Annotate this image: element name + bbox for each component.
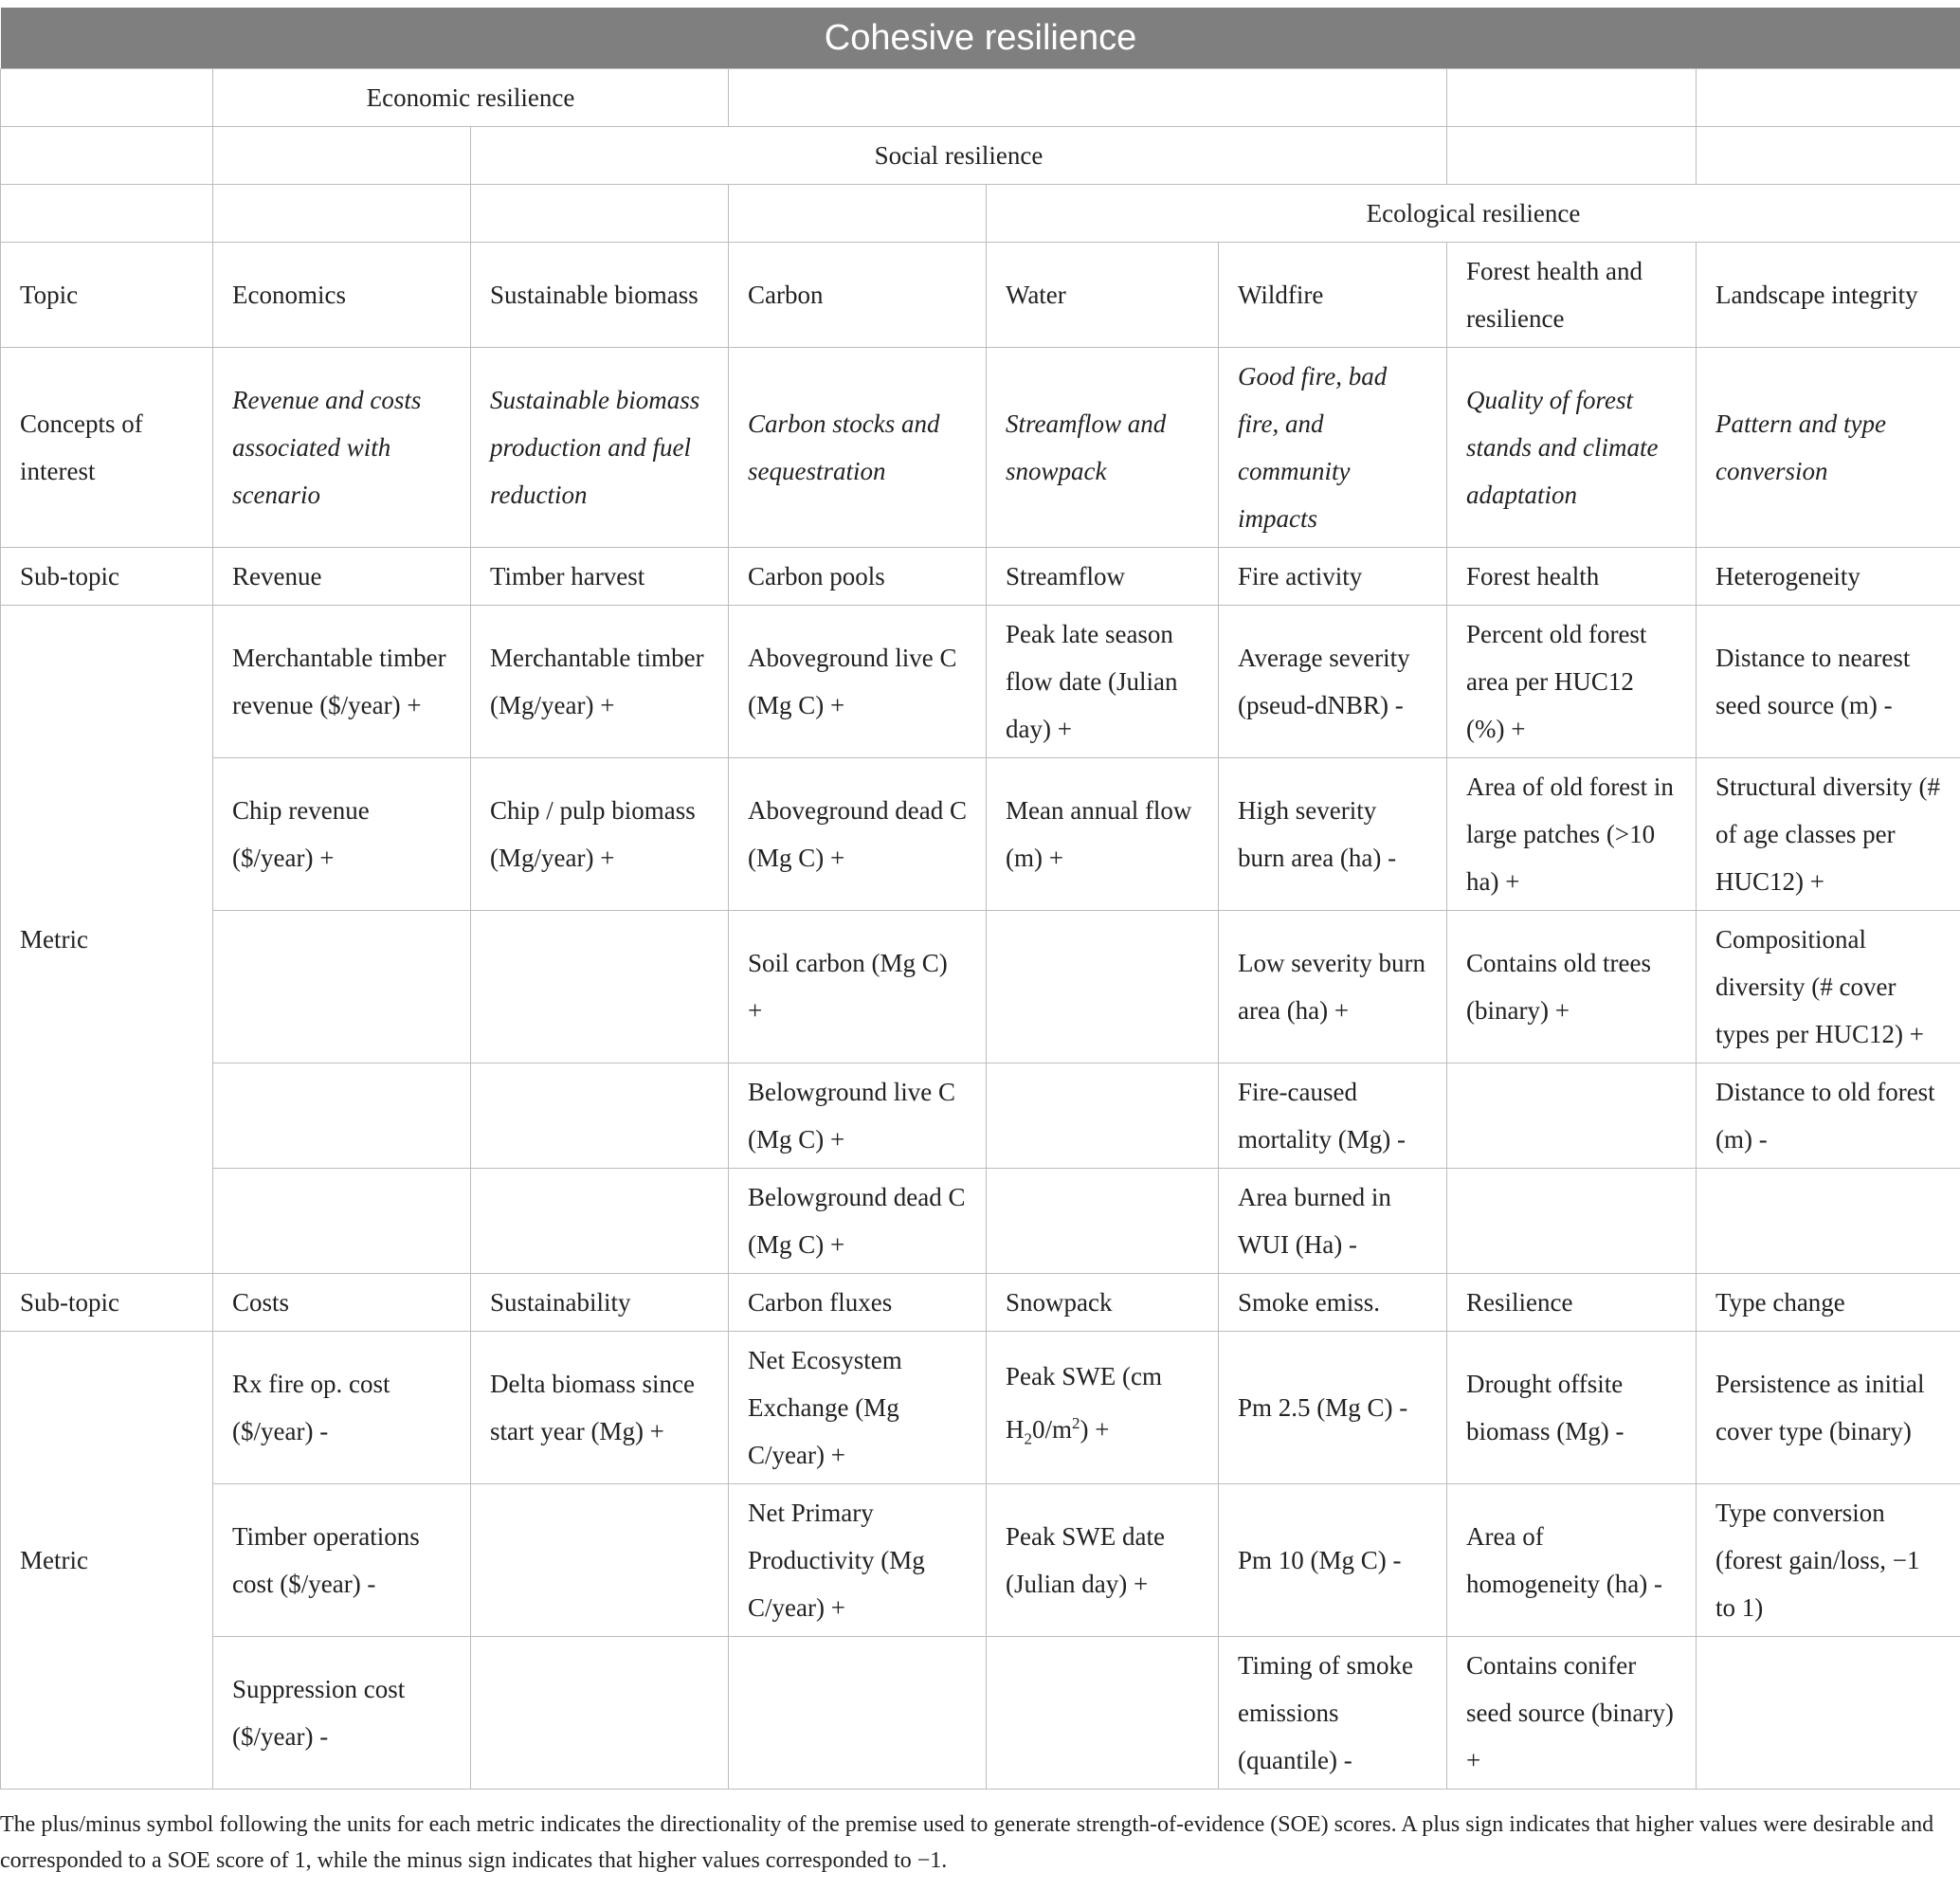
empty-cell — [213, 127, 471, 185]
metric-cell: Chip / pulp biomass (Mg/year) + — [471, 758, 729, 911]
metric-cell: Peak late season flow date (Julian day) + — [987, 606, 1219, 758]
metric-cell — [729, 1637, 987, 1790]
subtopic-cell: Smoke emiss. — [1219, 1274, 1447, 1332]
empty-cell — [1, 185, 213, 243]
empty-cell — [1, 127, 213, 185]
subtopic-cell: Fire activity — [1219, 548, 1447, 606]
concept-cell: Quality of forest stands and climate adaptation — [1447, 348, 1697, 548]
metric-cell: Area burned in WUI (Ha) - — [1219, 1169, 1447, 1274]
concept-cell: Streamflow and snowpack — [987, 348, 1219, 548]
metric-cell — [987, 1637, 1219, 1790]
subtopic-cell: Carbon fluxes — [729, 1274, 987, 1332]
metric-cell — [1447, 1063, 1697, 1169]
metric-cell: Net Ecosystem Exchange (Mg C/year) + — [729, 1332, 987, 1484]
swe-text-post: ) + — [1080, 1414, 1110, 1444]
metric-cell: Suppression cost ($/year) - — [213, 1637, 471, 1790]
subtopic-cell: Forest health — [1447, 548, 1697, 606]
economic-resilience-label: Economic resilience — [213, 69, 729, 127]
empty-cell — [1447, 127, 1697, 185]
subtopic-label: Sub-topic — [1, 1274, 213, 1332]
table-title: Cohesive resilience — [1, 8, 1960, 69]
metric-cell: Belowground live C (Mg C) + — [729, 1063, 987, 1169]
subtopic-cell: Sustainability — [471, 1274, 729, 1332]
topic-cell: Water — [987, 243, 1219, 348]
metric-cell — [471, 1063, 729, 1169]
concepts-row — [1, 348, 1960, 548]
metric-cell: Timber operations cost ($/year) - — [213, 1484, 471, 1637]
empty-cell — [729, 185, 987, 243]
metric-cell — [471, 1484, 729, 1637]
metric-cell: Merchantable timber (Mg/year) + — [471, 606, 729, 758]
metric-cell: Contains old trees (binary) + — [1447, 911, 1697, 1063]
empty-cell — [213, 185, 471, 243]
concept-cell: Good fire, bad fire, and community impacts — [1219, 348, 1447, 548]
ecological-resilience-label: Ecological resilience — [987, 185, 1960, 243]
subtopic-cell: Snowpack — [987, 1274, 1219, 1332]
subtopic-cell: Carbon pools — [729, 548, 987, 606]
swe-text-pre: Peak SWE (cm H — [1006, 1361, 1162, 1444]
metric-cell-swe — [987, 1332, 1219, 1484]
metric-cell: Chip revenue ($/year) + — [213, 758, 471, 911]
metric-cell: Area of homogeneity (ha) - — [1447, 1484, 1697, 1637]
metric-cell: Structural diversity (# of age classes per HUC12) + — [1697, 758, 1960, 911]
metric-cell: Contains conifer seed source (binary) + — [1447, 1637, 1697, 1790]
metric-cell: Merchantable timber revenue ($/year) + — [213, 606, 471, 758]
metric-cell: Aboveground live C (Mg C) + — [729, 606, 987, 758]
metric-cell: Soil carbon (Mg C) + — [729, 911, 987, 1063]
metric-row — [1, 1169, 1960, 1274]
concepts-label: Concepts of interest — [1, 348, 213, 548]
metric-cell — [1697, 1637, 1960, 1790]
metric-cell: Delta biomass since start year (Mg) + — [471, 1332, 729, 1484]
concept-cell: Pattern and type conversion — [1697, 348, 1960, 548]
group-row-economic — [1, 69, 1960, 127]
subtopic-cell: Costs — [213, 1274, 471, 1332]
empty-cell — [729, 69, 1447, 127]
swe-subscript: 2 — [1024, 1429, 1032, 1448]
subtopic-cell: Heterogeneity — [1697, 548, 1960, 606]
metric-cell: Timing of smoke emissions (quantile) - — [1219, 1637, 1447, 1790]
metric-row — [1, 1484, 1960, 1637]
metric-cell — [471, 1637, 729, 1790]
metric-cell: Compositional diversity (# cover types per HUC12) + — [1697, 911, 1960, 1063]
metric-cell: Pm 2.5 (Mg C) - — [1219, 1332, 1447, 1484]
metric-cell: Drought offsite biomass (Mg) - — [1447, 1332, 1697, 1484]
metric-label: Metric — [1, 606, 213, 1274]
metric-cell: High severity burn area (ha) - — [1219, 758, 1447, 911]
metric-cell: Net Primary Productivity (Mg C/year) + — [729, 1484, 987, 1637]
metric-row — [1, 911, 1960, 1063]
metric-cell: Distance to old forest (m) - — [1697, 1063, 1960, 1169]
metric-cell — [213, 1063, 471, 1169]
empty-cell — [1697, 69, 1960, 127]
table-footnote: The plus/minus symbol following the units for each metric indicates the directionality of the premise used to generate strength-of-evidence (SOE) scores. A plus sign indicates that higher values were desirable and corresponded to a SOE score of 1, while the minus sign indicates that higher values corresponded to −1. — [0, 1812, 1934, 1873]
empty-cell — [1697, 127, 1960, 185]
swe-superscript: 2 — [1072, 1413, 1080, 1432]
metric-cell: Rx fire op. cost ($/year) - — [213, 1332, 471, 1484]
metric-cell: Low severity burn area (ha) + — [1219, 911, 1447, 1063]
metric-cell — [471, 911, 729, 1063]
metric-cell — [987, 911, 1219, 1063]
empty-cell — [471, 185, 729, 243]
social-resilience-label: Social resilience — [471, 127, 1447, 185]
group-row-ecological — [1, 185, 1960, 243]
topic-cell: Landscape integrity — [1697, 243, 1960, 348]
metric-label: Metric — [1, 1332, 213, 1790]
metric-cell: Peak SWE date (Julian day) + — [987, 1484, 1219, 1637]
group-row-social — [1, 127, 1960, 185]
metric-row — [1, 1063, 1960, 1169]
metric-cell: Type conversion (forest gain/loss, −1 to 1) — [1697, 1484, 1960, 1637]
metric-cell: Mean annual flow (m) + — [987, 758, 1219, 911]
topic-cell: Sustainable biomass — [471, 243, 729, 348]
topic-cell: Economics — [213, 243, 471, 348]
metric-cell — [213, 911, 471, 1063]
topic-cell: Carbon — [729, 243, 987, 348]
metric-row — [1, 758, 1960, 911]
metric-cell — [213, 1169, 471, 1274]
subtopic-row — [1, 548, 1960, 606]
subtopic-cell: Timber harvest — [471, 548, 729, 606]
metric-row — [1, 606, 1960, 758]
subtopic-row — [1, 1274, 1960, 1332]
metric-cell: Percent old forest area per HUC12 (%) + — [1447, 606, 1697, 758]
metric-cell: Aboveground dead C (Mg C) + — [729, 758, 987, 911]
metric-cell: Belowground dead C (Mg C) + — [729, 1169, 987, 1274]
empty-cell — [1, 69, 213, 127]
swe-text-mid: 0/m — [1032, 1414, 1073, 1444]
subtopic-cell: Type change — [1697, 1274, 1960, 1332]
metric-cell — [1447, 1169, 1697, 1274]
concept-cell: Revenue and costs associated with scenario — [213, 348, 471, 548]
resilience-table-container — [0, 8, 1960, 1790]
metric-cell: Fire-caused mortality (Mg) - — [1219, 1063, 1447, 1169]
metric-cell: Pm 10 (Mg C) - — [1219, 1484, 1447, 1637]
topic-row — [1, 243, 1960, 348]
subtopic-label: Sub-topic — [1, 548, 213, 606]
metric-cell: Area of old forest in large patches (>10 ha) + — [1447, 758, 1697, 911]
metric-cell — [987, 1169, 1219, 1274]
metric-cell — [1697, 1169, 1960, 1274]
metric-cell — [987, 1063, 1219, 1169]
topic-cell: Wildfire — [1219, 243, 1447, 348]
metric-cell: Distance to nearest seed source (m) - — [1697, 606, 1960, 758]
subtopic-cell: Revenue — [213, 548, 471, 606]
empty-cell — [1447, 69, 1697, 127]
metric-cell: Persistence as initial cover type (binary) — [1697, 1332, 1960, 1484]
topic-cell: Forest health and resilience — [1447, 243, 1697, 348]
concept-cell: Sustainable biomass production and fuel reduction — [471, 348, 729, 548]
topic-label: Topic — [1, 243, 213, 348]
subtopic-cell: Resilience — [1447, 1274, 1697, 1332]
resilience-metrics-table — [0, 8, 1960, 1790]
metric-cell — [471, 1169, 729, 1274]
concept-cell: Carbon stocks and sequestration — [729, 348, 987, 548]
metric-row — [1, 1637, 1960, 1790]
metric-row — [1, 1332, 1960, 1484]
subtopic-cell: Streamflow — [987, 548, 1219, 606]
metric-cell: Average severity (pseud-dNBR) - — [1219, 606, 1447, 758]
